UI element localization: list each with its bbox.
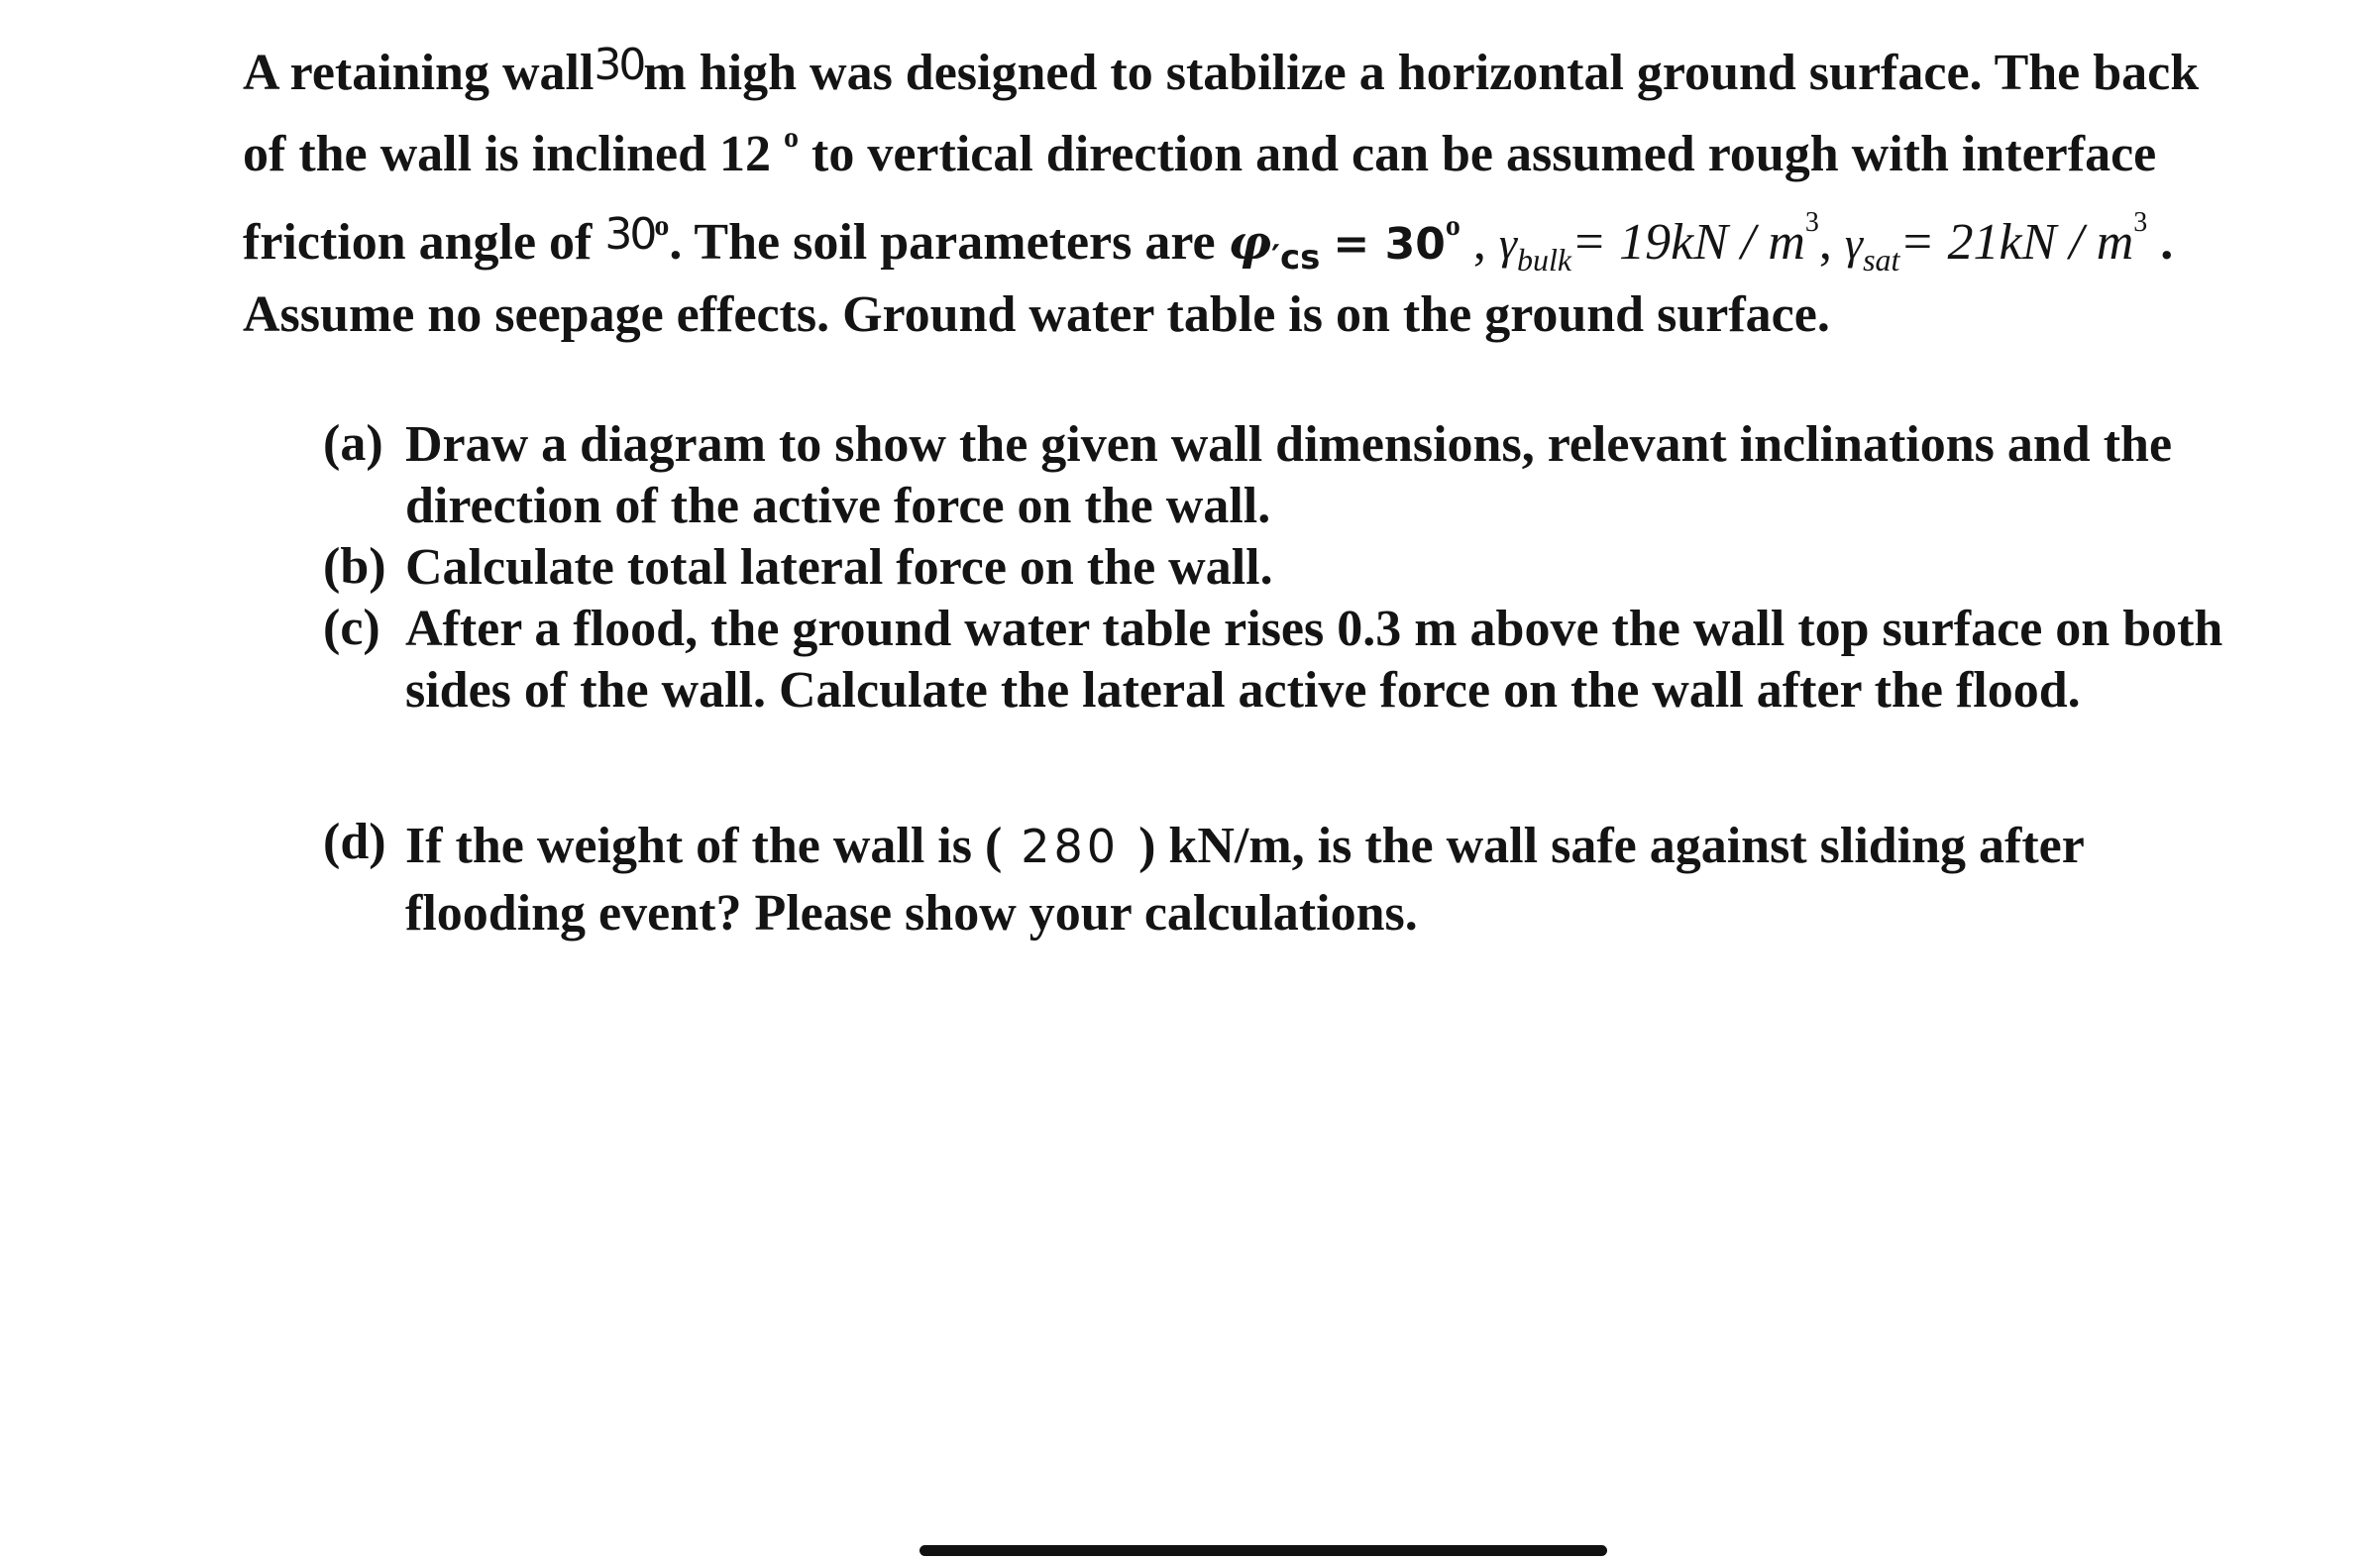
problem-line-2 [243, 123, 2156, 180]
cube-exponent: 3 [2133, 207, 2148, 238]
text-fragment: to vertical direction and can be assumed rough with interface [799, 126, 2157, 182]
text-fragment: of the wall is inclined 12 [243, 126, 772, 182]
degree-symbol: o [784, 121, 800, 154]
text-fragment: ) kN/m, is the wall safe against sliding after flooding event? Please show your calculations. [405, 818, 2084, 942]
problem-line-4: Assume no seepage effects. Ground water table is on the ground surface. [243, 286, 1830, 343]
phi-prime: ′ [1271, 238, 1280, 278]
question-text: Calculate total lateral force on the wall. [405, 539, 1273, 596]
text-fragment: If the weight of the wall is ( [405, 818, 1016, 874]
question-label: (c) [323, 600, 380, 656]
separator: , [1460, 214, 1499, 271]
question-label: (b) [323, 538, 386, 595]
separator: , [1818, 214, 1845, 271]
bulk-unit-weight: = 19kN / m [1571, 214, 1805, 271]
sat-unit-weight: = 21kN / m [1899, 214, 2134, 271]
problem-line-3 [243, 209, 2173, 276]
question-text: Draw a diagram to show the given wall dimensions, relevant inclinations and the direction of the active force on the wall. [405, 416, 2173, 534]
gamma-symbol: γ [1498, 218, 1517, 269]
question-label: (d) [323, 814, 386, 870]
phi-equation [1320, 209, 1460, 271]
handwritten-wall-height: 30 [594, 40, 644, 90]
gamma-symbol: γ [1844, 218, 1864, 269]
text-fragment: friction angle of [243, 214, 605, 271]
phi-value: = 30 [1333, 219, 1446, 270]
phi-subscript: cs [1280, 238, 1321, 278]
handwritten-friction-angle: 30 [604, 209, 655, 260]
cube-exponent: 3 [1804, 207, 1819, 238]
degree-symbol: o [654, 209, 670, 242]
degree-symbol: o [1445, 209, 1460, 242]
text-fragment: A retaining wall [243, 45, 595, 101]
handwritten-wall-weight: 280 [1021, 820, 1121, 873]
question-label: (a) [323, 415, 383, 472]
bulk-subscript: bulk [1516, 242, 1572, 278]
text-fragment: . The soil parameters are [669, 214, 1229, 271]
text-fragment: m high was designed to stabilize a horizontal ground surface. The back [643, 45, 2200, 101]
question-text [405, 813, 2268, 947]
phi-symbol: φ [1228, 215, 1272, 271]
sat-subscript: sat [1863, 242, 1900, 278]
home-indicator-bar[interactable] [920, 1545, 1607, 1556]
question-text: After a flood, the ground water table rises 0.3 m above the wall top surface on both sides of the wall. Calculate the lateral active force on the wall after the flood. [405, 601, 2223, 719]
text-fragment: . [2147, 214, 2174, 271]
problem-line-1 [243, 40, 2200, 101]
